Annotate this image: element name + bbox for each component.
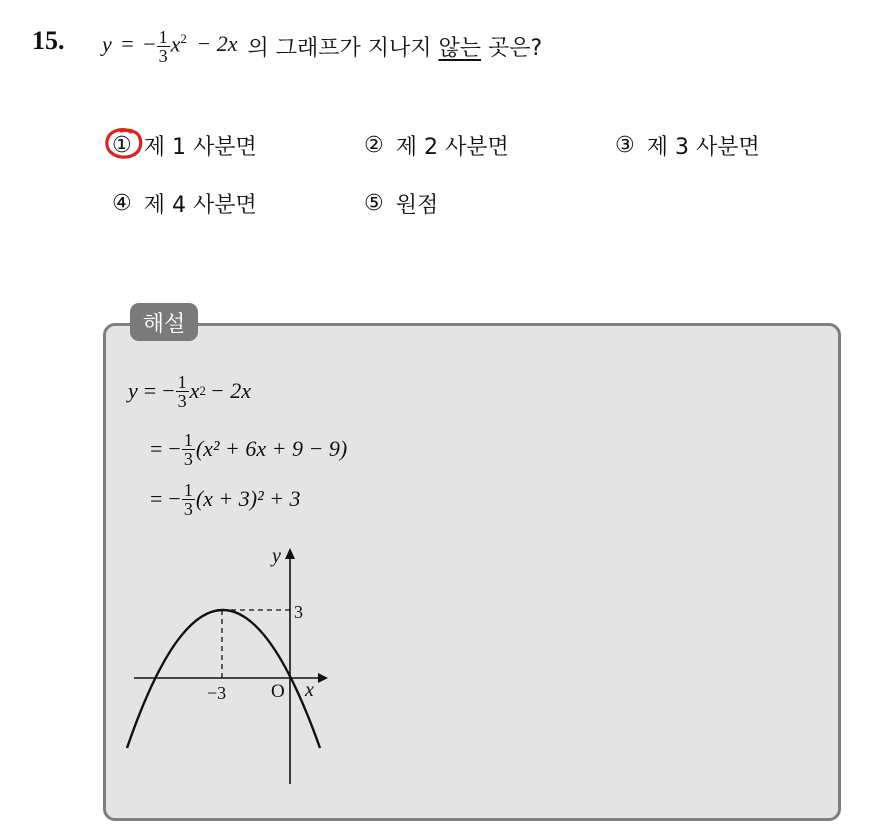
solution-line-3: = − $\frac{1}{3}$ (x + 3)² + 3 [150,479,301,519]
solution-line-2: = − $\frac{1}{3}$ (x² + 6x + 9 − 9) [150,429,348,469]
y-axis-label: y [272,545,281,567]
fraction: $\frac{1}{3}$ [158,26,168,66]
solution-tab: 해설 [130,303,198,341]
choice-5[interactable]: ⑤ 원점 [364,191,439,218]
x-axis-label: x [305,679,314,701]
question-prompt: 의 그래프가 지나지 않는 곳은? [247,35,543,61]
y-axis-arrow-icon [285,548,295,559]
parabola-graph [118,540,338,790]
choice-4[interactable]: ④ 제 4 사분면 [112,191,257,218]
underlined-word: 않는 [438,35,482,61]
selection-circle-icon [103,126,145,162]
solution-line-1: y = − $\frac{1}{3}$ x 2 − 2x [128,371,251,411]
choice-1[interactable]: ① 제 1 사분면 [112,133,257,160]
choice-3[interactable]: ③ 제 3 사분면 [615,133,760,160]
choice-2[interactable]: ② 제 2 사분면 [364,133,509,160]
vertex-x-label: −3 [207,683,227,703]
x-axis-arrow-icon [318,673,328,683]
question-text [102,16,542,76]
vertex-y-label: 3 [294,602,303,622]
equation: y = − $\frac{1}{3}$ $x^2 - 2x$ [102,26,238,66]
question-number: 15. [32,26,65,55]
origin-label: O [271,681,285,702]
parabola-curve [127,610,320,748]
